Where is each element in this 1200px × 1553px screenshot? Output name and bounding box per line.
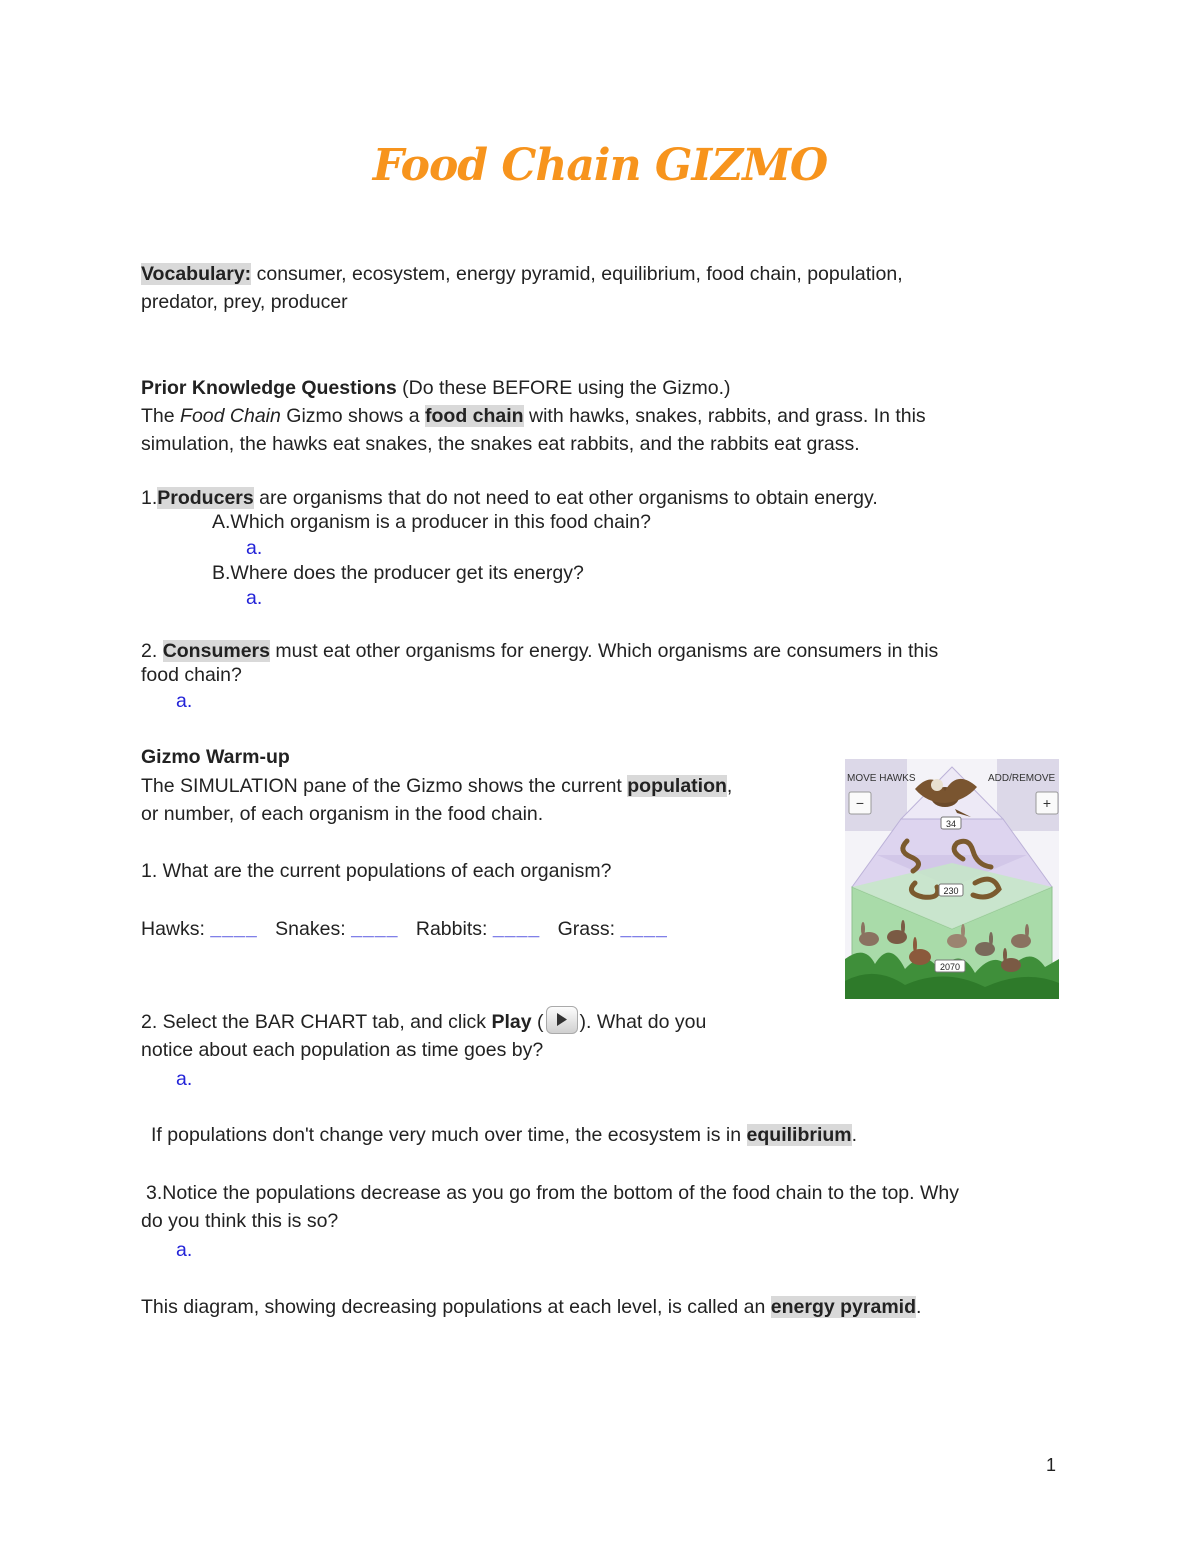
warmup-question-2-line-2: notice about each population as time goes by?	[141, 1039, 544, 1061]
term-equilibrium: equilibrium	[746, 1124, 852, 1146]
question-text: must eat other organisms for energy. Which organisms are consumers in this	[269, 640, 939, 662]
statement-text: This diagram, showing decreasing populations at each level, is called an	[141, 1296, 771, 1318]
play-button[interactable]	[546, 1006, 578, 1034]
play-label: Play	[491, 1011, 532, 1033]
prior-intro-line-1	[141, 402, 926, 430]
term-consumers: Consumers	[162, 640, 270, 662]
page-number: 1	[1046, 1455, 1057, 1475]
question-number: 2.	[141, 640, 163, 662]
statement-text: If populations don't change very much over time, the ecosystem is in	[151, 1124, 747, 1146]
answer-2[interactable]: a.	[176, 690, 193, 712]
term-population: population	[627, 775, 727, 797]
page-title: Food Chain GIZMO	[372, 140, 828, 191]
add-remove-label: ADD/REMOVE	[988, 773, 1056, 784]
minus-icon: −	[855, 795, 865, 811]
vocabulary-label: Vocabulary:	[141, 263, 252, 285]
plus-button[interactable]	[1036, 792, 1058, 814]
intro-text: with hawks, snakes, rabbits, and grass. In this	[523, 405, 926, 427]
rabbits-blank[interactable]: ____	[492, 918, 541, 940]
question-number: 1.	[141, 487, 158, 509]
warmup-question-3: 3.Notice the populations decrease as you go from the bottom of the food chain to the top. Why	[146, 1182, 959, 1204]
term-energy-pyramid: energy pyramid	[770, 1296, 917, 1318]
hawks-label: Hawks:	[141, 918, 211, 940]
snakes-blank[interactable]: ____	[351, 918, 399, 940]
prior-knowledge-heading: Prior Knowledge Questions	[141, 377, 397, 399]
answer-warmup-2[interactable]: a.	[176, 1068, 193, 1090]
intro-text: The	[141, 405, 181, 427]
prior-knowledge-heading-line	[141, 374, 731, 402]
energy-pyramid-statement	[141, 1293, 921, 1321]
snake-count: 230	[943, 886, 959, 896]
warmup-question-1: 1. What are the current populations of each organism?	[141, 860, 612, 882]
question-text: ). What do you	[579, 1011, 707, 1033]
intro-text: ,	[726, 775, 733, 797]
intro-text: The SIMULATION pane of the Gizmo shows the current	[141, 775, 628, 797]
question-text: are organisms that do not need to eat other organisms to obtain energy.	[253, 487, 878, 509]
prior-intro-line-2: simulation, the hawks eat snakes, the snakes eat rabbits, and the rabbits eat grass.	[141, 433, 860, 455]
rabbit-count: 2070	[939, 962, 961, 972]
grass-blank[interactable]: ____	[620, 918, 668, 940]
warmup-question-2	[141, 1008, 706, 1037]
hawk-count: 34	[945, 819, 957, 829]
equilibrium-statement	[151, 1121, 857, 1149]
vocabulary-line-2: predator, prey, producer	[141, 291, 348, 313]
statement-text: .	[916, 1296, 922, 1318]
move-hawks-label: MOVE HAWKS	[847, 773, 916, 784]
warmup-intro-line-1	[141, 772, 732, 800]
question-2-line-2: food chain?	[141, 664, 242, 686]
answer-1b[interactable]: a.	[246, 587, 263, 609]
warmup-intro-line-2: or number, of each organism in the food chain.	[141, 803, 544, 825]
question-1a: A.Which organism is a producer in this food chain?	[212, 511, 651, 533]
answer-1a[interactable]: a.	[246, 537, 263, 559]
prior-knowledge-note: (Do these BEFORE using the Gizmo.)	[396, 377, 731, 399]
term-food-chain: food chain	[425, 405, 524, 427]
warmup-heading: Gizmo Warm-up	[141, 746, 290, 768]
minus-button[interactable]	[849, 792, 871, 814]
vocabulary-line-1	[141, 260, 903, 288]
question-text: (	[531, 1011, 544, 1033]
grass-label: Grass:	[557, 918, 621, 940]
term-producers: Producers	[157, 487, 254, 509]
gizmo-simulation-image	[845, 759, 1059, 999]
statement-text: .	[851, 1124, 858, 1146]
warmup-question-3-line-2: do you think this is so?	[141, 1210, 339, 1232]
intro-text: Gizmo shows a	[280, 405, 425, 427]
gizmo-name: Food Chain	[180, 405, 281, 427]
answer-warmup-3[interactable]: a.	[176, 1239, 193, 1261]
question-1b: B.Where does the producer get its energy?	[212, 562, 584, 584]
play-icon	[556, 1013, 568, 1026]
question-text: 2. Select the BAR CHART tab, and click	[141, 1011, 492, 1033]
hawks-blank[interactable]: ____	[210, 918, 258, 940]
question-2	[141, 637, 938, 665]
population-blanks	[141, 915, 668, 943]
vocabulary-terms: consumer, ecosystem, energy pyramid, equilibrium, food chain, population,	[251, 263, 903, 285]
plus-icon: +	[1042, 795, 1052, 811]
rabbits-label: Rabbits:	[415, 918, 493, 940]
energy-pyramid-illustration	[845, 759, 1059, 999]
snakes-label: Snakes:	[275, 918, 352, 940]
